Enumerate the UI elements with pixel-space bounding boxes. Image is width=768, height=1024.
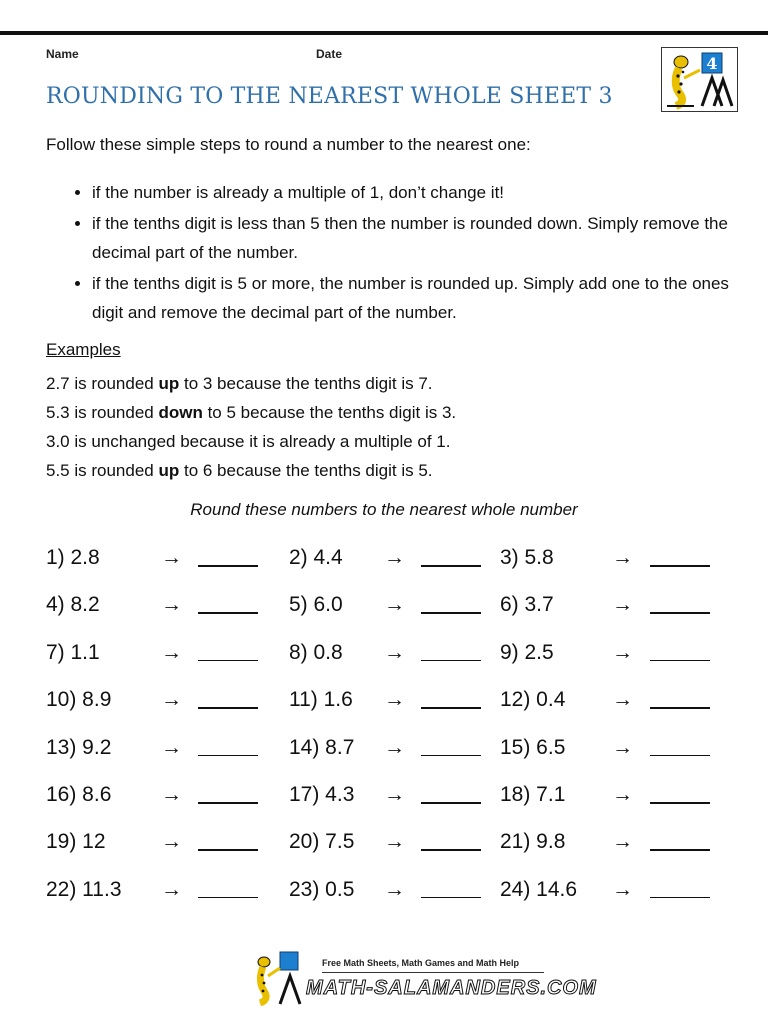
arrow-icon: → <box>612 546 633 569</box>
arrow-icon: → <box>384 688 405 712</box>
arrow-icon: → <box>384 640 405 664</box>
problem-row <box>46 633 736 680</box>
answer-blank[interactable] <box>421 849 481 851</box>
arrow-icon: → <box>612 735 633 759</box>
problem-number: 18) 7.1 <box>500 782 566 806</box>
example-line: 5.3 is rounded down to 5 because the tenths digit is 3. <box>46 403 457 422</box>
arrow-icon: → <box>612 593 633 617</box>
example-line: 3.0 is unchanged because it is already a multiple of 1. <box>46 432 451 451</box>
problem-grid <box>46 538 736 917</box>
arrow-icon: → <box>612 688 633 712</box>
answer-blank[interactable] <box>421 707 481 709</box>
problem-row <box>46 822 736 869</box>
arrow-icon: → <box>384 782 405 806</box>
footer-divider <box>322 972 544 973</box>
answer-blank[interactable] <box>198 802 258 804</box>
problem-number: 13) 9.2 <box>46 735 112 759</box>
answer-blank[interactable] <box>421 755 481 757</box>
footer-logo <box>250 950 597 1006</box>
problem-number: 7) 1.1 <box>46 640 100 664</box>
problem-number: 15) 6.5 <box>500 735 566 759</box>
problem-number: 9) 2.5 <box>500 640 554 664</box>
rule-item: • if the tenths digit is less than 5 then the number is rounded down. Simply remove the decimal part of the number. <box>92 209 752 267</box>
rule-item: • if the number is already a multiple of 1, don’t change it! <box>92 178 752 207</box>
examples-list <box>46 369 456 485</box>
page-title: ROUNDING TO THE NEAREST WHOLE SHEET 3 <box>46 84 613 109</box>
answer-blank[interactable] <box>198 660 258 662</box>
answer-blank[interactable] <box>198 755 258 757</box>
problem-number: 17) 4.3 <box>289 782 355 806</box>
problem-number: 2) 4.4 <box>289 546 343 569</box>
arrow-icon: → <box>161 640 182 664</box>
arrow-icon: → <box>161 593 182 617</box>
problem-row <box>46 538 736 585</box>
arrow-icon: → <box>612 640 633 664</box>
footer-brand[interactable]: MATH-SALAMANDERS.COM <box>306 977 597 999</box>
answer-blank[interactable] <box>421 565 481 567</box>
answer-blank[interactable] <box>650 707 710 709</box>
salamander-icon <box>250 950 310 1006</box>
problem-number: 16) 8.6 <box>46 782 112 806</box>
answer-blank[interactable] <box>198 849 258 851</box>
answer-blank[interactable] <box>198 612 258 614</box>
problem-number: 21) 9.8 <box>500 830 566 854</box>
arrow-icon: → <box>161 877 182 901</box>
rules-list <box>68 178 752 329</box>
problem-number: 3) 5.8 <box>500 546 554 569</box>
problem-number: 4) 8.2 <box>46 593 100 617</box>
answer-blank[interactable] <box>421 660 481 662</box>
grade-number: 4 <box>706 54 718 73</box>
footer-tagline: Free Math Sheets, Math Games and Math Help <box>322 958 520 968</box>
problem-number: 12) 0.4 <box>500 688 566 712</box>
date-label: Date <box>316 47 343 61</box>
arrow-icon: → <box>161 546 182 569</box>
problem-number: 6) 3.7 <box>500 593 554 617</box>
problem-number: 10) 8.9 <box>46 688 112 712</box>
arrow-icon: → <box>612 782 633 806</box>
answer-blank[interactable] <box>198 707 258 709</box>
answer-blank[interactable] <box>421 612 481 614</box>
example-line: 5.5 is rounded up to 6 because the tenths digit is 5. <box>46 461 433 480</box>
answer-blank[interactable] <box>198 897 258 899</box>
problem-number: 20) 7.5 <box>289 830 355 854</box>
problem-row <box>46 585 736 632</box>
arrow-icon: → <box>161 688 182 712</box>
problem-number: 5) 6.0 <box>289 593 343 617</box>
arrow-icon: → <box>612 830 633 854</box>
problem-number: 11) 1.6 <box>289 688 353 712</box>
examples-heading: Examples <box>46 340 121 359</box>
problem-number: 23) 0.5 <box>289 877 355 901</box>
rule-item: • if the tenths digit is 5 or more, the number is rounded up. Simply add one to the ones digit and remove the decimal part of the number. <box>92 269 752 327</box>
arrow-icon: → <box>384 877 405 901</box>
answer-blank[interactable] <box>650 802 710 804</box>
arrow-icon: → <box>384 830 405 854</box>
arrow-icon: → <box>384 546 405 569</box>
answer-blank[interactable] <box>421 897 481 899</box>
problem-number: 22) 11.3 <box>46 877 122 901</box>
problem-row <box>46 728 736 775</box>
problem-number: 24) 14.6 <box>500 877 578 901</box>
arrow-icon: → <box>161 735 182 759</box>
salamander-icon <box>662 48 737 111</box>
answer-blank[interactable] <box>198 565 258 567</box>
arrow-icon: → <box>612 877 633 901</box>
problem-row <box>46 775 736 822</box>
arrow-icon: → <box>161 830 182 854</box>
answer-blank[interactable] <box>650 612 710 614</box>
example-line: 2.7 is rounded up to 3 because the tenths digit is 7. <box>46 374 433 393</box>
answer-blank[interactable] <box>650 897 710 899</box>
problem-number: 1) 2.8 <box>46 546 100 569</box>
answer-blank[interactable] <box>650 849 710 851</box>
top-rule <box>0 31 768 35</box>
arrow-icon: → <box>161 782 182 806</box>
problem-number: 8) 0.8 <box>289 640 343 664</box>
answer-blank[interactable] <box>650 755 710 757</box>
answer-blank[interactable] <box>650 565 710 567</box>
problem-row <box>46 870 736 917</box>
answer-blank[interactable] <box>421 802 481 804</box>
name-label: Name <box>46 47 79 61</box>
instruction-text: Round these numbers to the nearest whole number <box>190 500 578 519</box>
answer-blank[interactable] <box>650 660 710 662</box>
problem-number: 19) 12 <box>46 830 106 854</box>
grade-logo <box>661 47 738 112</box>
arrow-icon: → <box>384 735 405 759</box>
problem-row <box>46 680 736 727</box>
problem-number: 14) 8.7 <box>289 735 355 759</box>
arrow-icon: → <box>384 593 405 617</box>
intro-text: Follow these simple steps to round a number to the nearest one: <box>46 135 531 154</box>
